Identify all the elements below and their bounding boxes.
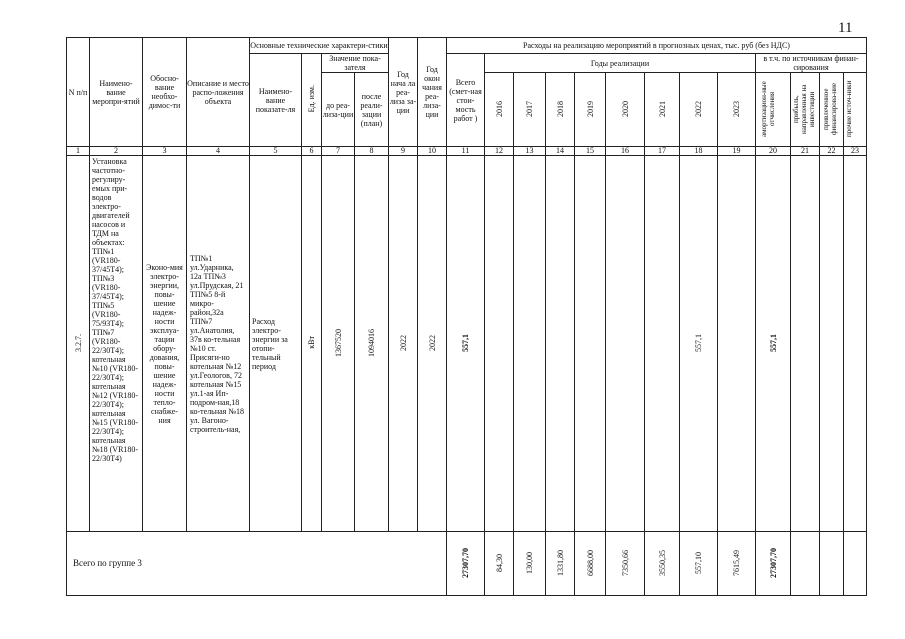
column-number: 9 xyxy=(389,147,418,156)
header-after: после реали-зации (план) xyxy=(355,73,389,147)
other-cell xyxy=(844,156,867,532)
profit-cell xyxy=(791,156,820,532)
group-year-total: 7615,49 xyxy=(718,532,756,596)
header-amortization: амортизацион-ные отчисления xyxy=(756,73,791,147)
group-total-label: Всего по группе 3 xyxy=(67,532,447,596)
group-year-total: 84,30 xyxy=(485,532,514,596)
header-tech-group: Основные технические характери-стики xyxy=(250,38,389,54)
start-year: 2022 xyxy=(389,156,418,532)
header-expenses-group: Расходы на реализацию мероприятий в прогнозных ценах, тыс. руб (без НДС) xyxy=(447,38,867,54)
total-cost: 557,1 xyxy=(447,156,485,532)
group-profit-cell xyxy=(791,532,820,596)
measure-name: Установка частотно-регулиру-емых при-водов электро-двигателей насосов и ТДМ на объектах: ТП№1 (VR180-37/45T4); ТП№3 (VR180-37/45T4); ТП№5 (VR180-75/93T4); ТП№7 (VR180-22/30T4); котельная №10 (VR180-22/30T4); котельная №12 (VR180-22/30T4); котельная №15 (VR180-22/30T4); котельная №18 (VR180-22/30T4) xyxy=(90,156,143,532)
group-attracted-cell xyxy=(820,532,844,596)
row-number: 3.2.7. xyxy=(67,156,90,532)
column-number: 18 xyxy=(680,147,718,156)
column-number: 21 xyxy=(791,147,820,156)
header-sources-group: в т.ч. по источникам финан-сирования xyxy=(756,54,867,73)
header-total: Всего (смет-ная стои-мость работ ) xyxy=(447,54,485,147)
group-year-total: 7350,66 xyxy=(606,532,645,596)
year-cell xyxy=(645,156,680,532)
column-number: 15 xyxy=(575,147,606,156)
column-number: 7 xyxy=(322,147,355,156)
column-number-row xyxy=(67,147,867,156)
year-2022-cost: 557,1 xyxy=(680,156,718,532)
header-year: 2023 xyxy=(718,73,756,147)
column-number: 1 xyxy=(67,147,90,156)
measure-justification: Эконо-мия электро-энергии, повы-шение надеж-ности эксплуа-тации обору-дования, повы-шение надеж-ности тепло-снабже-ния xyxy=(143,156,187,532)
column-number: 23 xyxy=(844,147,867,156)
amortization-cost: 557,1 xyxy=(756,156,791,532)
year-cell xyxy=(606,156,645,532)
header-years-group: Годы реализации xyxy=(485,54,756,73)
year-cell xyxy=(575,156,606,532)
header-year: 2020 xyxy=(606,73,645,147)
header-justification: Обосно-вание необхо-димос-ти xyxy=(143,38,187,147)
column-number: 16 xyxy=(606,147,645,156)
header-profit: прибыль, направленная на инвестиции xyxy=(791,73,820,147)
group-amortization-total: 27307,70 xyxy=(756,532,791,596)
header-indicator: Наимено-вание показате-ля xyxy=(250,54,302,147)
header-end-year: Год окон чания реа-лиза-ции xyxy=(418,38,447,147)
year-cell xyxy=(514,156,546,532)
group-year-total: 6688,00 xyxy=(575,532,606,596)
value-after: 1094016 xyxy=(355,156,389,532)
column-number: 20 xyxy=(756,147,791,156)
group-year-total: 130,00 xyxy=(514,532,546,596)
header-description: Описание и место распо-ложения объекта xyxy=(187,38,250,147)
header-year: 2019 xyxy=(575,73,606,147)
column-number: 4 xyxy=(187,147,250,156)
header-name: Наимено-вание меропри-ятий xyxy=(90,38,143,147)
header-other: прочие источ-ники xyxy=(844,73,867,147)
header-value-group: Значение пока-зателя xyxy=(322,54,389,73)
year-cell xyxy=(718,156,756,532)
header-start-year: Год нача ла реа-лиза за-ции xyxy=(389,38,418,147)
end-year: 2022 xyxy=(418,156,447,532)
column-number: 8 xyxy=(355,147,389,156)
column-number: 3 xyxy=(143,147,187,156)
indicator-name: Расход электро-энергии за отопи-тельный период xyxy=(250,156,302,532)
group-year-total: 3550,35 xyxy=(645,532,680,596)
group-total-cost: 27307,70 xyxy=(447,532,485,596)
object-description: ТП№1 ул.Ударника, 12а ТП№3 ул.Прудская, 21 ТП№5 8-й микро-район,32а ТП№7 ул.Анатолия, 37в ко-тельная №10 ст. Присяги-но котельная №12 ул.Геологов, 72 котельная №15 ул.1-ая Ип-подром-ная,18 ко-тельная №18 ул. Вагоно-строитель-ная, xyxy=(187,156,250,532)
investment-table xyxy=(66,37,867,596)
year-cell xyxy=(546,156,575,532)
header-num: N п/п xyxy=(67,38,90,147)
year-cell xyxy=(485,156,514,532)
header-year: 2018 xyxy=(546,73,575,147)
column-number: 5 xyxy=(250,147,302,156)
column-number: 17 xyxy=(645,147,680,156)
column-number: 19 xyxy=(718,147,756,156)
header-year: 2022 xyxy=(680,73,718,147)
column-number: 22 xyxy=(820,147,844,156)
column-number: 10 xyxy=(418,147,447,156)
group-other-cell xyxy=(844,532,867,596)
group-year-total: 557,10 xyxy=(680,532,718,596)
header-attracted: привлеченное финансирова-ние xyxy=(820,73,844,147)
unit: кВт xyxy=(302,156,322,532)
header-year: 2017 xyxy=(514,73,546,147)
header-unit: Ед. изм. xyxy=(302,54,322,147)
group-year-total: 1331,80 xyxy=(546,532,575,596)
column-number: 11 xyxy=(447,147,485,156)
value-before: 1367520 xyxy=(322,156,355,532)
header-before: до реа-лиза-ции xyxy=(322,73,355,147)
header-year: 2016 xyxy=(485,73,514,147)
column-number: 13 xyxy=(514,147,546,156)
column-number: 14 xyxy=(546,147,575,156)
header-year: 2021 xyxy=(645,73,680,147)
column-number: 12 xyxy=(485,147,514,156)
column-number: 2 xyxy=(90,147,143,156)
page-number: 11 xyxy=(838,20,853,36)
column-number: 6 xyxy=(302,147,322,156)
attracted-cell xyxy=(820,156,844,532)
